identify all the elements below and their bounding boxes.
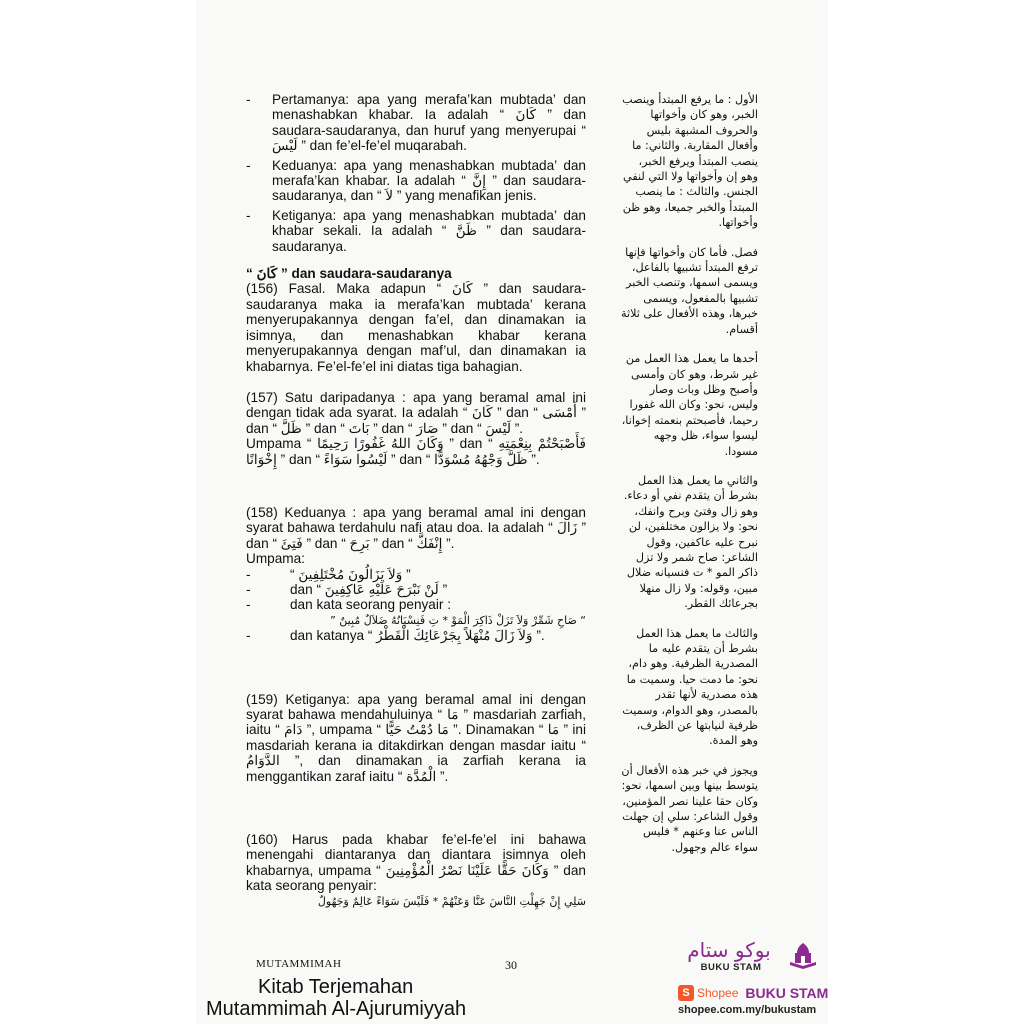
- paragraph-156: (156) Fasal. Maka adapun “ كَانَ ” dan saudara-saudaranya maka ia merafa’kan mubtada’ kerana menyerupakannya dengan fa’el, dan dinamakan ia isimnya, dan menashabkan khabar kerana menyerupakannya dengan maf’ul, dan dinamakan ia khabarnya. Fe’el-fe’el ini diatas tiga bahagian.: [246, 281, 586, 374]
- example-text: dan “ لَنْ نَبْرَحَ عَلَيْهِ عَاكِفِينَ ”: [290, 581, 448, 597]
- item-text: Pertamanya: apa yang merafa’kan mubtada’ dan menashabkan khabar. Ia adalah “ كَانَ ” dan saudara-saudaranya, dan huruf yang menyerupai “ لَيْسَ ” dan fe’el-fe’el muqarabah.: [272, 92, 586, 154]
- list-item: [246, 208, 586, 254]
- paragraph-157: (157) Satu daripadanya : apa yang beramal amal ini dengan tidak ada syarat. Ia adalah “ كَانَ ” dan “ أَمْسَى ” dan “ ظَلَّ ” dan “ بَاتَ ” dan “ صَارَ ” dan “ لَيْسَ ”.: [246, 389, 586, 436]
- arabic-text-column: [618, 92, 758, 869]
- caption-line-2: Mutammimah Al-Ajurumiyyah: [206, 998, 467, 1020]
- example-text: dan kata seorang penyair :: [290, 597, 451, 613]
- example-text: “ وَلاَ يَزَالُونَ مُخْتَلِفِينَ ”: [290, 566, 411, 582]
- example-text: dan katanya “ وَلاَ زَالَ مُنْهَلاً بِجَرْعَائِكَ الْقَطْرُ ”.: [290, 628, 545, 644]
- paragraph-157-examples: Umpama “ وَكَانَ اللهُ غَفُورًا رَحِيمًا ” dan “ فَأَصْبَحْتُمْ بِنِعْمَتِهِ إِخْوَانًا ” dan “ لَيْسُوا سَوَاءً ” dan “ ظَلَّ وَجْهُهُ مُسْوَدًّا ”.: [246, 436, 586, 467]
- logo-latin-text: BUKU STAM: [700, 962, 762, 973]
- logo-arabic-text: بوكو ستام: [687, 938, 771, 962]
- malay-translation-column: [246, 92, 586, 909]
- poem-verse: سَلِي إِنْ جَهِلْتِ النَّاسَ عَنَّا وَعَنْهُمْ * فَلَيْسَ سَوَاءً عَالِمٌ وَجَهُولٌ: [317, 894, 586, 908]
- shopee-label: Shopee: [697, 986, 739, 1000]
- page-number: 30: [505, 958, 517, 972]
- bullet-dash: -: [246, 157, 251, 173]
- caption-line-1: Kitab Terjemahan: [258, 976, 414, 998]
- arabic-paragraph: الأول : ما يرفع المبتدأ وينصب الخبر، وهو كان وأخواتها والحروف المشبهة بليس وأفعال المقاربة. والثاني: ما ينصب المبتدأ ويرفع الخبر، وهو إن وأخواتها ولا التي لنفي الجنس. والثالث : ما ينصب المبتدأ والخبر جميعا، وهو ظن وأخواتها.: [622, 93, 758, 230]
- list-item: [246, 92, 586, 154]
- arabic-paragraph: والثاني ما يعمل هذا العمل بشرط أن يتقدم نفي أو دعاء. وهو زال وفتئ وبرح وانفك، نحو: ولا يزالون مختلفين، لن نبرح عليه عاكفين، وقول الشاعر: صاح شمر ولا تزل ذاكر المو * ت فنسيانه ضلال مبين، وقوله: ولا زال منهلا بجرعائك القطر.: [623, 473, 758, 611]
- umpama-label: Umpama:: [246, 551, 305, 567]
- bullet-dash: -: [246, 92, 251, 107]
- bukustam-logo: [674, 938, 824, 978]
- example-line: - “ وَلاَ يَزَالُونَ مُخْتَلِفِينَ ”: [246, 566, 411, 582]
- paragraph-158: (158) Keduanya : apa yang beramal amal ini dengan syarat bahawa terdahulu nafi atau doa. Ia adalah “ زَالَ ” dan “ فَتِئَ ” dan “ بَرِحَ ” dan “ إِنْفَكَّ ”.: [246, 504, 586, 551]
- store-name: BUKU STAM: [745, 985, 829, 1001]
- paragraph-160: (160) Harus pada khabar fe’el-fe’el ini bahawa menengahi diantaranya dan diantara isimnya oleh khabarnya, umpama “ وَكَانَ حَقًّا عَلَيْنَا نَصْرُ الْمُؤْمِنِينَ ” dan kata seorang penyair:: [246, 832, 586, 894]
- bullet-dash: -: [246, 207, 251, 223]
- list-item: [246, 158, 586, 204]
- store-url[interactable]: shopee.com.my/bukustam: [678, 1004, 817, 1016]
- paragraph-159: (159) Ketiganya: apa yang beramal amal ini dengan syarat bahawa mendahuluinya “ مَا ” masdariah zarfiah, iaitu “ دَامَ ”, umpama “ مَا دُمْتُ حَيًّا ”. Dinamakan “ مَا ” ini masdariah kerana ia ditakdirkan dengan masdar iaitu “ الدَّوَامُ ”, dan dinamakan ia zarfiah kerana ia menggantikan zaraf iaitu “ الْمُدَّة ”.: [246, 691, 586, 784]
- item-text: Keduanya: apa yang menashabkan mubtada’ dan merafa’kan khabar. Ia adalah “ إِنَّ ” dan saudara-saudaranya, dan “ لاَ ” yang menafikan jenis.: [272, 157, 586, 204]
- poem-verse: “ صَاحِ شَمِّرْ وَلاَ تَزَلْ ذَاكِرَ الْمَوْ * تِ فَنِسْيَانُهُ ضَلاَلٌ مُبِينٌ ”: [330, 613, 586, 627]
- arabic-paragraph: فصل. فأما كان وأخواتها فإنها ترفع المبتدأ تشبيها بالفاعل، ويسمى اسمها، وتنصب الخبر تشبيها بالمفعول، ويسمى خبرها، وهذه الأفعال على ثلاثة أقسام.: [620, 245, 758, 336]
- running-footer: MUTAMMIMAH: [256, 958, 342, 970]
- shopee-bag-icon: S: [678, 985, 694, 1001]
- book-mosque-icon: [788, 940, 818, 970]
- example-line: - dan katanya “ وَلاَ زَالَ مُنْهَلاً بِجَرْعَائِكَ الْقَطْرُ ”.: [246, 628, 545, 644]
- example-line: - dan “ لَنْ نَبْرَحَ عَلَيْهِ عَاكِفِينَ ”: [246, 581, 448, 597]
- arabic-paragraph: والثالث ما يعمل هذا العمل بشرط أن يتقدم عليه ما المصدرية الظرفية. وهو دام، نحو: ما دمت حيا. وسميت ما هذه مصدرية لأنها تقدر بالمصدر، وهو الدوام، وسميت ظرفية لنيابتها عن الظرف، وهو المدة.: [622, 626, 758, 748]
- item-text: Ketiganya: apa yang menashabkan mubtada’ dan khabar sekali. Ia adalah “ ظَنَّ ” dan saudara-saudaranya.: [272, 207, 586, 254]
- arabic-paragraph: ويجوز في خبر هذه الأفعال أن يتوسط بينها وبين اسمها، نحو: وكان حقا علينا نصر المؤمنين، وقول الشاعر: سلي إن جهلت الناس عنا وعنهم * فليس سواء عالم وجهول.: [621, 763, 758, 854]
- shopee-store-link[interactable]: [678, 984, 828, 1002]
- example-line: - dan kata seorang penyair :: [246, 597, 451, 613]
- arabic-paragraph: أحدها ما يعمل هذا العمل من غير شرط، وهو كان وأمسى وأصبح وظل وبات وصار وليس، نحو: وكان الله غفورا رحيما، فأصبحتم بنعمته إخوانا، ليسوا سواء، ظل وجهه مسودا.: [621, 352, 758, 458]
- section-heading: “ كَانَ ” dan saudara-saudaranya: [246, 266, 452, 282]
